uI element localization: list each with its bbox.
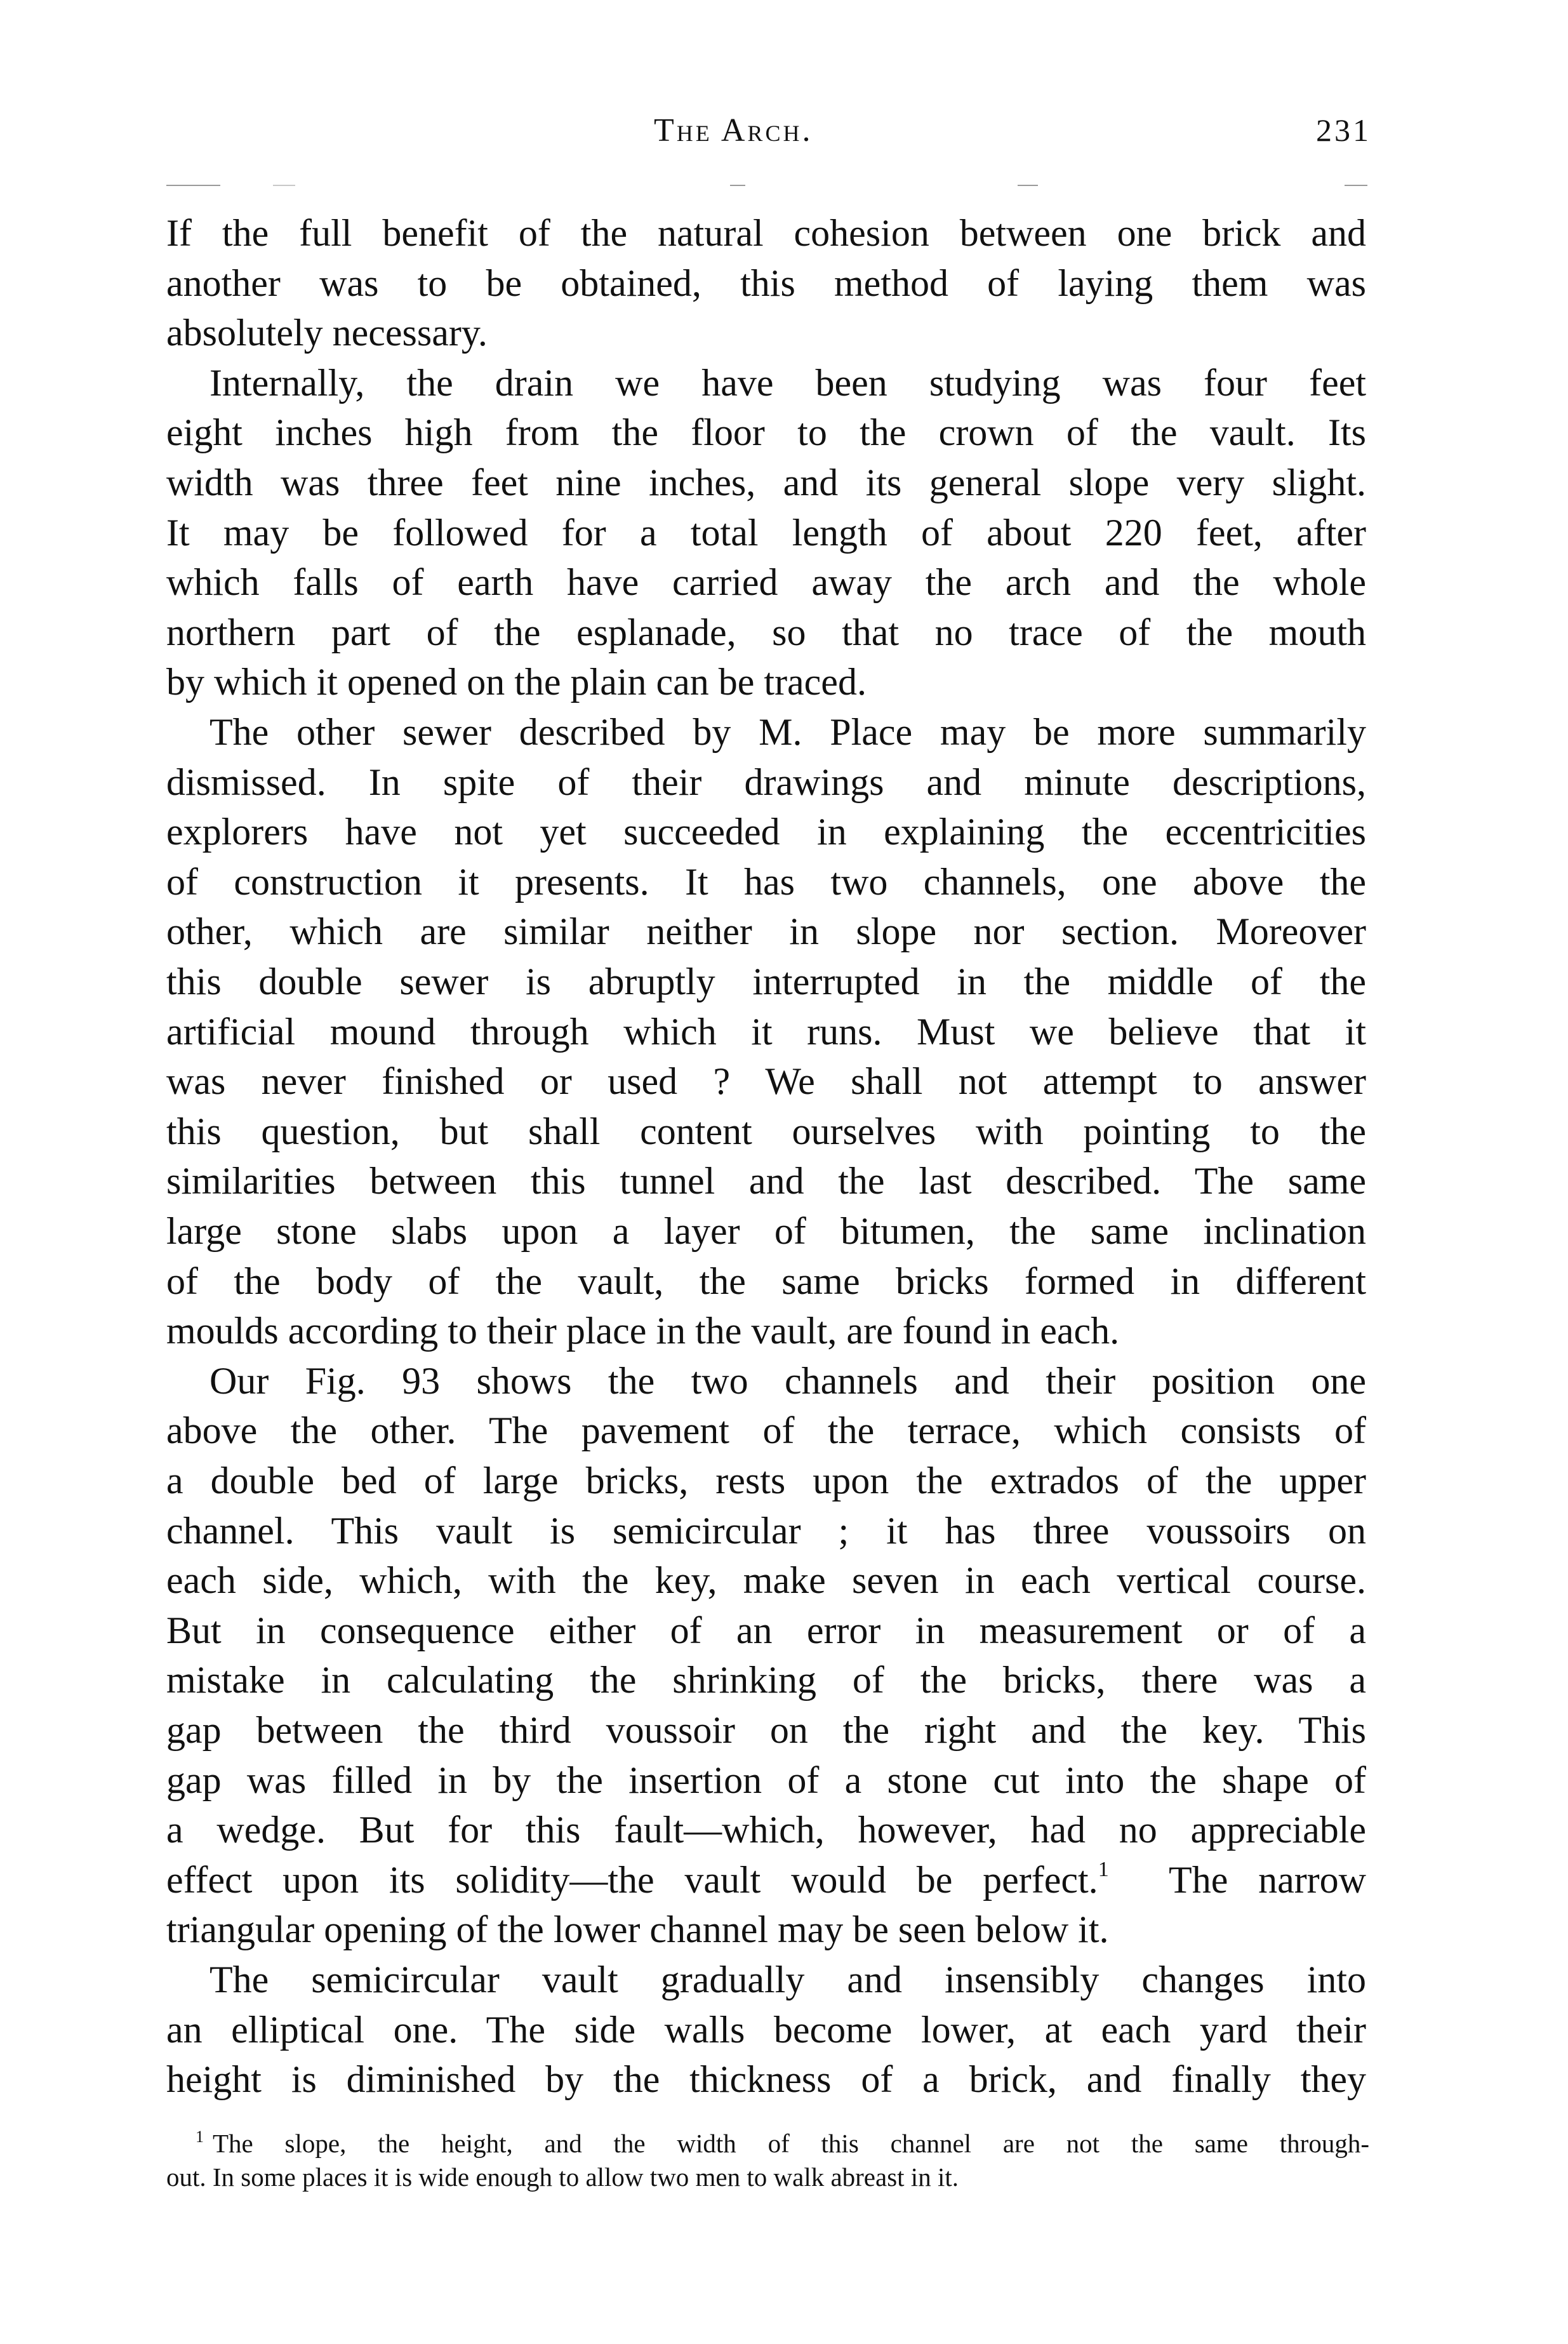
line-text: The semicircular vault gradually and insensibly changes into [209,1959,1366,2001]
line-text: which falls of earth have carried away the arch and the whole [166,561,1366,603]
footnote-text: The slope, the height, and the width of this channel are not the same through- [213,2129,1369,2158]
line-text: another was to be obtained, this method of laying them was [166,262,1366,304]
header-rule-segment [1345,185,1367,186]
text-line [166,2054,1366,2104]
text-line [166,1306,1366,1355]
line-text: gap between the third voussoir on the right and the key. This [166,1709,1366,1751]
line-text: mistake in calculating the shrinking of the bricks, there was a [166,1659,1366,1701]
text-line [166,258,1366,308]
line-text: large stone slabs upon a layer of bitumen, the same inclination [166,1210,1366,1252]
line-text: absolutely necessary. [166,312,488,354]
text-line [166,807,1366,856]
text-line [166,857,1366,907]
footnote-marker: 1 [196,2128,204,2146]
line-text: dismissed. In spite of their drawings and minute descriptions, [166,761,1366,803]
line-text: above the other. The pavement of the terrace, which consists of [166,1409,1366,1451]
text-line [166,208,1366,258]
line-text: was never finished or used ? We shall not attempt to answer [166,1060,1366,1102]
text-line [166,1056,1366,1106]
line-text: explorers have not yet succeeded in explaining the eccentricities [166,811,1366,853]
line-text: gap was filled in by the insertion of a stone cut into the shape of [166,1759,1366,1801]
line-text: triangular opening of the lower channel may be seen below it. [166,1908,1109,1950]
header-rule-segment [730,185,745,186]
text-line [166,408,1366,457]
line-text: other, which are similar neither in slope nor section. Moreover [166,910,1366,952]
line-text: But in consequence either of an error in measurement or of a [166,1609,1366,1651]
line-text: The other sewer described by M. Place may be more summarily [209,711,1366,753]
text-line [166,1206,1366,1256]
text-line [166,1107,1366,1156]
line-text: each side, which, with the key, make seven in each vertical course. [166,1559,1366,1601]
running-head [0,108,1568,159]
text-line [166,458,1366,507]
text-line [166,1655,1366,1705]
footnote-reference[interactable]: 1 [1098,1858,1109,1881]
text-line [166,1805,1366,1855]
line-text: channel. This vault is semicircular ; it has three voussoirs on [166,1510,1366,1552]
paragraph-first-line [209,1955,1366,2004]
text-line [166,1555,1366,1605]
header-rule-segment [1018,185,1038,186]
line-text: height is diminished by the thickness of a brick, and finally they [166,2058,1366,2100]
line-text: artificial mound through which it runs. Must we believe that it [166,1011,1366,1053]
text-line [166,657,1366,707]
line-text: by which it opened on the plain can be traced. [166,661,867,703]
line-text: If the full benefit of the natural cohesion between one brick and [166,212,1366,254]
header-rule-segment [166,185,220,186]
text-line [166,557,1366,607]
line-text: a double bed of large bricks, rests upon the extrados of the upper [166,1460,1366,1502]
paragraph-first-line [209,1356,1366,1406]
line-text-continued: The narrow [1108,1859,1366,1901]
text-line [166,1156,1366,1206]
page-number: 231 [1316,112,1371,148]
line-text: a wedge. But for this fault—which, however, had no appreciable [166,1809,1366,1851]
line-text: of the body of the vault, the same bricks formed in different [166,1260,1366,1302]
line-text: of construction it presents. It has two channels, one above the [166,861,1366,903]
line-text: moulds according to their place in the vault, are found in each. [166,1310,1120,1352]
text-line [166,1456,1366,1505]
footnote-line [166,2161,1369,2194]
line-text: similarities between this tunnel and the last described. The same [166,1160,1366,1202]
text-line [166,1855,1366,1905]
text-line [166,957,1366,1006]
text-line [166,1406,1366,1455]
header-rule-segment [273,185,295,186]
text-line [166,1007,1366,1056]
text-line [166,907,1366,956]
line-text: an elliptical one. The side walls become lower, at each yard their [166,2009,1366,2051]
line-text: effect upon its solidity—the vault would be perfect. [166,1859,1098,1901]
text-line [166,508,1366,557]
footnote-text: out. In some places it is wide enough to allow two men to walk abreast in it. [166,2162,959,2192]
text-line [166,1905,1366,1954]
line-text: Our Fig. 93 shows the two channels and their position one [209,1360,1366,1402]
line-text: Internally, the drain we have been studying was four feet [209,362,1366,404]
line-text: It may be followed for a total length of about 220 feet, after [166,512,1366,554]
text-line [166,308,1366,357]
text-line [166,2005,1366,2054]
running-head-title: The Arch. [654,112,813,149]
line-text: width was three feet nine inches, and its general slope very slight. [166,462,1366,503]
paragraph-first-line [209,707,1366,757]
text-line [166,1506,1366,1555]
text-line [166,757,1366,807]
line-text: eight inches high from the floor to the crown of the vault. Its [166,411,1366,453]
text-line [166,608,1366,657]
text-line [166,1705,1366,1755]
paragraph-first-line [209,358,1366,408]
footnote-line [196,2127,1369,2161]
text-line [166,1606,1366,1655]
line-text: this double sewer is abruptly interrupted in the middle of the [166,961,1366,1002]
line-text: this question, but shall content ourselves with pointing to the [166,1110,1366,1152]
text-line [166,1755,1366,1805]
text-line [166,1256,1366,1306]
line-text: northern part of the esplanade, so that no trace of the mouth [166,611,1366,653]
